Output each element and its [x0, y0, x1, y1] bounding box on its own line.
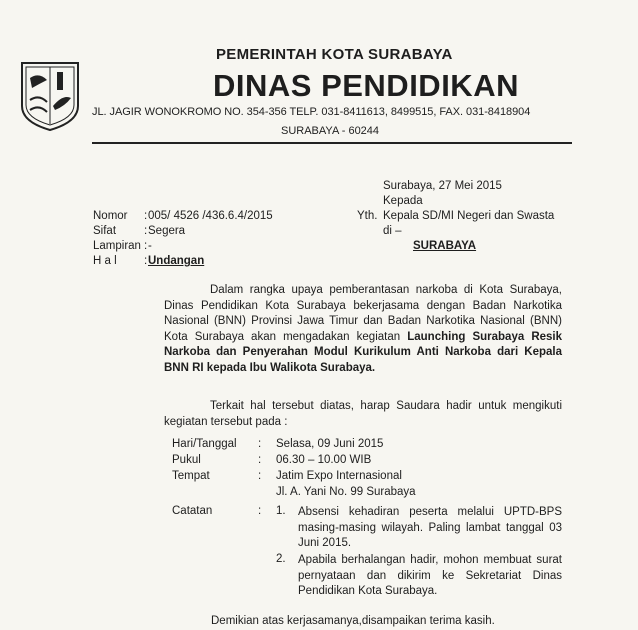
note-2-number: 2.	[276, 553, 286, 565]
meta-value-nomor: 005/ 4526 /436.6.4/2015	[148, 210, 273, 222]
crocodile-icon	[53, 97, 71, 110]
detail-label-tempat: Tempat	[172, 470, 210, 482]
body-paragraph-1	[164, 283, 562, 376]
detail-label-hari: Hari/Tanggal	[172, 438, 237, 450]
letterhead-city: SURABAYA - 60244	[281, 125, 380, 137]
detail-value-pukul: 06.30 – 10.00 WIB	[276, 454, 372, 466]
meta-label-sifat: Sifat	[93, 225, 117, 237]
kepada-label: Kepada	[383, 195, 423, 207]
meta-label-nomor: Nomor	[93, 210, 128, 222]
place-date: Surabaya, 27 Mei 2015	[383, 180, 502, 192]
letterhead-rule	[92, 142, 572, 144]
note-2-text: Apabila berhalangan hadir, mohon membuat surat pernyataan dan dikirim ke Sekretariat Dinas Pendidikan Kota Surabaya.	[298, 554, 562, 597]
meta-value-sifat: Segera	[148, 225, 186, 237]
closing-text: Demikian atas kerjasamanya,disampaikan terima kasih.	[211, 615, 495, 627]
di-label: di –	[383, 225, 402, 237]
shark-icon	[30, 75, 47, 88]
body-paragraph-2: Terkait hal tersebut diatas, harap Saudara hadir untuk mengikuti kegiatan tersebut pada :	[164, 400, 562, 428]
detail-value-tempat-address: Jl. A. Yani No. 99 Surabaya	[276, 486, 416, 498]
event-title: Launching Surabaya Resik Narkoba dan Penyerahan Modul Kurikulum Anti Narkoba dari Kepala BNN RI kepada Ibu Walikota Surabaya.	[164, 330, 563, 374]
detail-label-catatan: Catatan	[172, 505, 213, 517]
meta-value-hal: Undangan	[148, 255, 205, 267]
recipient: Kepala SD/MI Negeri dan Swasta	[383, 210, 555, 222]
recipient-city: SURABAYA	[413, 240, 477, 252]
detail-value-tempat: Jatim Expo Internasional	[276, 470, 402, 482]
recipient-prefix: Yth.	[357, 210, 378, 222]
tower-icon	[57, 72, 63, 90]
note-1-number: 1.	[276, 505, 286, 517]
paragraph-1-text: Dalam rangka upaya pemberantasan narkoba di Kota Surabaya, Dinas Pendidikan Kota Surabaya bekerjasama dengan Badan Narkotika Nasional (BNN) Provinsi Jawa Timur dan Badan Narkotika Nasional (BNN) Kota Surabaya akan mengadakan kegiatan	[164, 284, 562, 343]
meta-label-lampiran: Lampiran	[93, 240, 141, 252]
meta-label-hal: H a l	[93, 255, 117, 267]
city-emblem-logo	[19, 60, 81, 132]
org-line-1: PEMERINTAH KOTA SURABAYA	[216, 46, 453, 63]
note-1-text: Absensi kehadiran peserta melalui UPTD-BPS masing-masing wilayah. Paling lambat tanggal 03 Juni 2015.	[298, 506, 562, 549]
meta-value-lampiran: -	[148, 240, 152, 252]
letterhead-address: JL. JAGIR WONOKROMO NO. 354-356 TELP. 031-8411613, 8499515, FAX. 031-8418904	[92, 106, 531, 118]
org-line-2: DINAS PENDIDIKAN	[213, 68, 519, 103]
detail-label-pukul: Pukul	[172, 454, 201, 466]
detail-value-hari: Selasa, 09 Juni 2015	[276, 438, 384, 450]
